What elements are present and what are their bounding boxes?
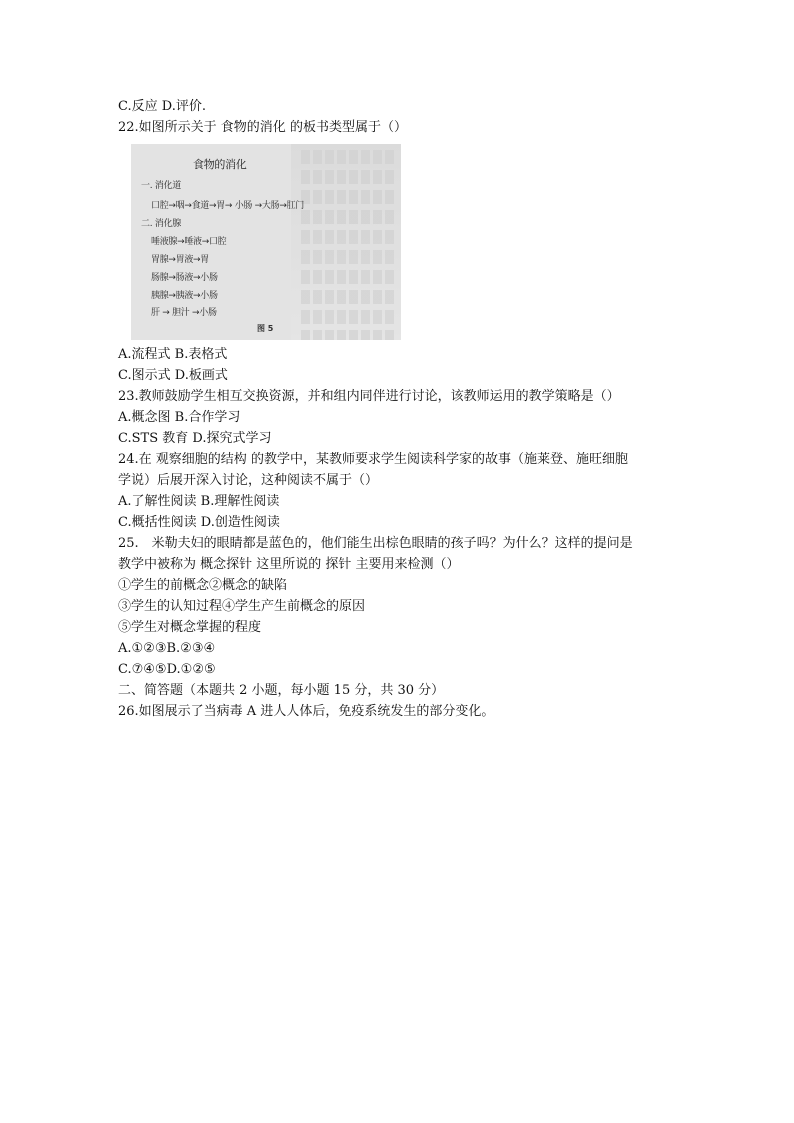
option-line: A.①②③B.②③④ xyxy=(118,641,216,656)
question-25: 25. 米勒夫妇的眼睛都是蓝色的，他们能生出棕色眼睛的孩子吗？为什么？这样的提问是 xyxy=(118,536,633,551)
option-line: C.⑦④⑤D.①②⑤ xyxy=(118,662,216,677)
question-24-cont: 学说）后展开深入讨论，这种阅读不属于（） xyxy=(118,473,379,488)
option-line: A.了解性阅读 B.理解性阅读 xyxy=(118,494,280,509)
question-25-cont: 教学中被称为 概念探针 这里所说的 探针 主要用来检测（） xyxy=(118,557,460,572)
figure-line: 唾液腺→唾液→口腔 xyxy=(151,237,227,247)
statement-line: ①学生的前概念②概念的缺陷 xyxy=(118,578,288,593)
document-page xyxy=(118,96,698,722)
figure-line: 胃腺→胃液→胃 xyxy=(151,255,209,265)
question-24: 24.在 观察细胞的结构 的教学中，某教师要求学生阅读科学家的故事（施莱登、施旺细胞 xyxy=(118,452,628,467)
question-22: 22.如图所示关于 食物的消化 的板书类型属于（） xyxy=(118,120,407,135)
figure-line: 二. 消化腺 xyxy=(141,219,181,229)
figure-title: 食物的消化 xyxy=(193,158,247,171)
option-line: C.STS 教育 D.探究式学习 xyxy=(118,431,272,446)
figure-line: 口腔→咽→食道→胃→ 小肠 →大肠→肛门 xyxy=(151,201,304,211)
statement-line: ③学生的认知过程④学生产生前概念的原因 xyxy=(118,599,366,614)
figure-caption: 图 5 xyxy=(257,324,274,333)
option-line: C.概括性阅读 D.创造性阅读 xyxy=(118,515,280,530)
figure-line: 肠腺→肠液→小肠 xyxy=(151,273,218,283)
option-line: C.图示式 D.板画式 xyxy=(118,368,228,383)
question-26: 26.如图展示了当病毒 A 进人人体后，免疫系统发生的部分变化。 xyxy=(118,704,495,719)
option-line: A.概念图 B.合作学习 xyxy=(118,410,241,425)
figure-line: 胰腺→胰液→小肠 xyxy=(151,291,218,301)
figure-bleed-texture xyxy=(291,144,401,340)
figure-line: 肝 → 胆汁 →小肠 xyxy=(151,308,217,318)
question-23: 23.教师鼓励学生相互交换资源，并和组内同伴进行讨论，该教师运用的教学策略是（） xyxy=(118,389,620,404)
statement-line: ⑤学生对概念掌握的程度 xyxy=(118,620,262,635)
figure-line: 一. 消化道 xyxy=(141,181,181,191)
blackboard-figure xyxy=(131,144,401,340)
option-line: A.流程式 B.表格式 xyxy=(118,347,228,362)
text-line: C.反应 D.评价. xyxy=(118,99,206,114)
section-heading: 二、简答题（本题共 2 小题，每小题 15 分，共 30 分） xyxy=(118,683,445,698)
